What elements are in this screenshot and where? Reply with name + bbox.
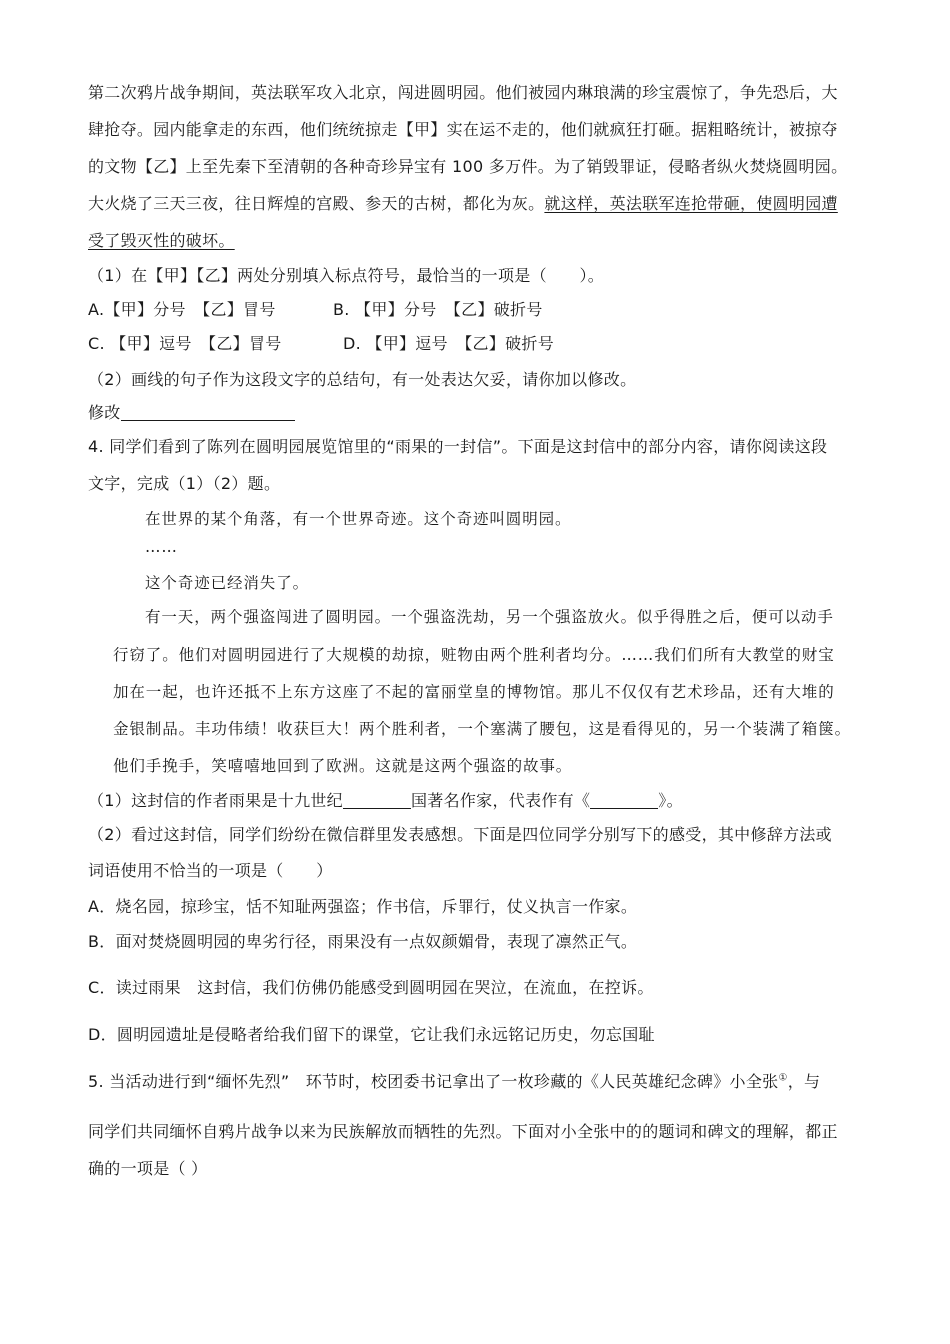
q5-line-1-tail: ，与 <box>787 1072 821 1091</box>
q4-intro-line-2: 文字，完成（1）（2）题。 <box>88 474 281 493</box>
q5-line-1-text: 5. 当活动进行到“缅怀先烈” 环节时，校团委书记拿出了一枚珍藏的《人民英雄纪念碑》小全张 <box>88 1072 779 1091</box>
q4-sub1-text-c: 》。 <box>658 791 683 810</box>
q4-sub1-text-a: （1）这封信的作者雨果是十九世纪 <box>88 791 343 810</box>
letter-p3-line-2: 行窃了。他们对圆明园进行了大规模的劫掠，赃物由两个胜利者均分。……我们们所有大教堂的财宝 <box>113 646 835 664</box>
passage-line-5 <box>88 228 235 251</box>
q3-option-c: C. 【甲】逗号 【乙】冒号 <box>88 334 282 353</box>
fix-answer-blank[interactable] <box>121 404 295 421</box>
q3-options-row-1 <box>88 297 543 320</box>
letter-ellipsis: …… <box>145 538 178 556</box>
letter-p3-line-5: 他们手挽手，笑嘻嘻地回到了欧洲。这就是这两个强盗的故事。 <box>113 757 573 775</box>
q4-sub1 <box>88 788 683 811</box>
q5-line-1 <box>88 1069 820 1092</box>
q5-line-2: 同学们共同缅怀自鸦片战争以来为民族解放而牺牲的先烈。下面对小全张中的的题词和碑文的理解，都正 <box>88 1122 838 1141</box>
letter-p3-line-3: 加在一起，也许还抵不上东方这座了不起的富丽堂皇的博物馆。那儿不仅仅有艺术珍品，还有大堆的 <box>113 683 835 701</box>
q4-intro-line-1: 4. 同学们看到了陈列在圆明园展览馆里的“雨果的一封信”。下面是这封信中的部分内容，请你阅读这段 <box>88 437 828 456</box>
letter-p3-line-4: 金银制品。丰功伟绩！收获巨大！两个胜利者，一个塞满了腰包，这是看得见的，另一个装满了箱箧。 <box>113 720 852 738</box>
passage-line-4 <box>88 191 838 214</box>
q4-option-a: A．烧名园，掠珍宝，恬不知耻两强盗；作书信，斥罪行，仗义执言一作家。 <box>88 897 638 916</box>
letter-p1: 在世界的某个角落，有一个世界奇迹。这个奇迹叫圆明园。 <box>145 510 572 528</box>
q5-line-3: 确的一项是（ ） <box>88 1159 208 1178</box>
q3-option-d: D. 【甲】逗号 【乙】破折号 <box>343 334 554 353</box>
footnote-marker: ① <box>778 1072 788 1084</box>
passage-line-3: 的文物【乙】上至先秦下至清朝的各种奇珍异宝有 100 多万件。为了销毁罪证，侵略者纵火焚烧圆明园。 <box>88 157 848 176</box>
work-title-blank[interactable] <box>590 792 658 809</box>
underlined-sentence-part-2: 受了毁灭性的破坏。 <box>88 231 235 250</box>
underlined-sentence-part-1: 就这样，英法联军连抢带砸，使圆明园遭 <box>544 194 838 213</box>
q3-sub1: （1）在【甲】【乙】两处分别填入标点符号，最恰当的一项是（ ）。 <box>88 266 605 285</box>
q4-option-d: D．圆明园遗址是侵略者给我们留下的课堂，它让我们永远铭记历史，勿忘国耻 <box>88 1025 655 1044</box>
passage-line-1: 第二次鸦片战争期间，英法联军攻入北京，闯进圆明园。他们被园内琳琅满的珍宝震惊了，争先恐后，大 <box>88 83 838 102</box>
q3-fix-line <box>88 400 295 423</box>
q3-option-a: A.【甲】分号 【乙】冒号 <box>88 300 276 319</box>
q3-fix-label: 修改 <box>88 403 121 422</box>
q3-option-b: B. 【甲】分号 【乙】破折号 <box>333 300 543 319</box>
q4-sub2-line-2: 词语使用不恰当的一项是（ ） <box>88 861 333 880</box>
passage-line-4-plain: 大火烧了三天三夜，往日辉煌的宫殿、参天的古树，都化为灰。 <box>88 194 545 213</box>
letter-p2: 这个奇迹已经消失了。 <box>145 574 310 592</box>
q4-option-c: C．读过雨果 这封信，我们仿佛仍能感受到圆明园在哭泣，在流血，在控诉。 <box>88 978 654 997</box>
q4-sub2-line-1: （2）看过这封信，同学们纷纷在微信群里发表感想。下面是四位同学分别写下的感受，其中修辞方法或 <box>88 825 832 844</box>
country-blank[interactable] <box>343 792 411 809</box>
q4-option-b: B．面对焚烧圆明园的卑劣行径，雨果没有一点奴颜媚骨，表现了凛然正气。 <box>88 932 638 951</box>
q3-sub2: （2）画线的句子作为这段文字的总结句，有一处表达欠妥，请你加以修改。 <box>88 370 637 389</box>
q4-sub1-text-b: 国著名作家，代表作有《 <box>410 791 591 810</box>
q3-options-row-2 <box>88 331 554 354</box>
letter-p3-line-1: 有一天，两个强盗闯进了圆明园。一个强盗洗劫，另一个强盗放火。似乎得胜之后，便可以动手 <box>145 608 834 626</box>
passage-line-2: 肆抢夺。园内能拿走的东西，他们统统掠走【甲】实在运不走的，他们就疯狂打砸。据粗略统计，被掠夺 <box>88 120 838 139</box>
